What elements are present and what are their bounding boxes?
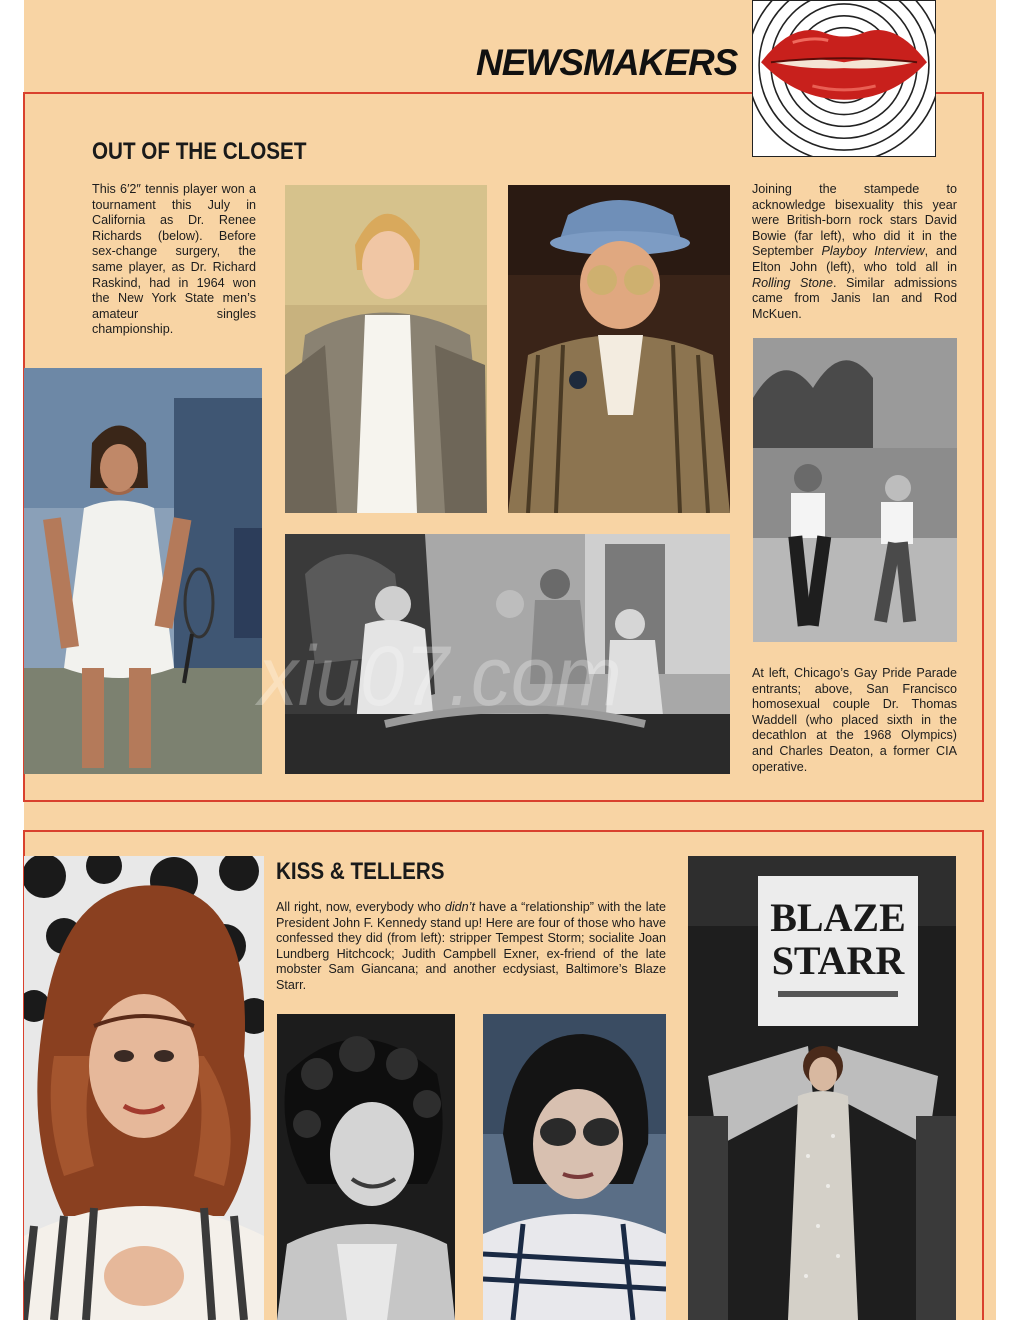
kiss-text-part1: All right, now, everybody who <box>276 900 445 914</box>
sign-line2: STARR <box>771 938 905 983</box>
page-title: NEWSMAKERS <box>476 42 738 83</box>
tempest-storm-photo <box>24 856 264 1320</box>
kiss-text-italic: didn’t <box>444 900 475 914</box>
lips-target-icon <box>752 0 936 157</box>
elton-john-photo <box>508 185 730 513</box>
bowie-photo <box>285 185 487 513</box>
judith-exner-photo <box>483 1014 666 1320</box>
rock-text-part1: Joining the stampede to acknowledge bisexuality this year were British-born rock stars David Bowie (far left), who did it in the September <box>752 182 957 259</box>
rock-text-part3: . Similar admissions came from Janis Ian and Rod McKuen. <box>752 275 957 321</box>
rock-text-part2: , and Elton John (left), who told all in <box>752 244 957 274</box>
rock-text-italic1: Playboy Interview <box>821 244 925 259</box>
blaze-starr-photo <box>688 856 956 1320</box>
rock-stars-caption <box>752 182 957 322</box>
tennis-player-photo <box>24 368 262 774</box>
gay-pride-parade-photo <box>285 534 730 774</box>
kiss-tellers-caption <box>276 900 666 994</box>
joan-hitchcock-photo <box>277 1014 455 1320</box>
rock-text-italic2: Rolling Stone <box>752 275 833 290</box>
watermark: xiu07.com <box>258 629 622 723</box>
kiss-text-part2: have a “relationship” with the late President John F. Kennedy stand up! Here are four of those who have confessed they did (from left): stripper Tempest Storm; socialite Joan Lundberg Hitchcock; Judith Campbell Exner, ex-friend of the late mobster Sam Giancana; and another ecdysiast, Baltimore’s Blaze Starr. <box>276 900 667 992</box>
parade-caption: At left, Chicago’s Gay Pride Parade entrants; above, San Francisco homosexual couple Dr. Thomas Waddell (who placed sixth in the decathlon at the 1968 Olympics) and Charles Deaton, a former CIA operative. <box>752 666 957 774</box>
sign-line1: BLAZE <box>770 895 906 940</box>
tennis-caption: This 6′2″ tennis player won a tournament this July in California as Dr. Renee Richards (below). Before sex-change surgery, the same player, as Dr. Richard Raskind, had in 1964 won the New York State men’s amateur singles championship. <box>92 182 256 337</box>
section-heading-closet: OUT OF THE CLOSET <box>92 138 307 165</box>
joggers-photo <box>753 338 957 642</box>
section-heading-kiss-tellers: KISS & TELLERS <box>276 858 445 885</box>
